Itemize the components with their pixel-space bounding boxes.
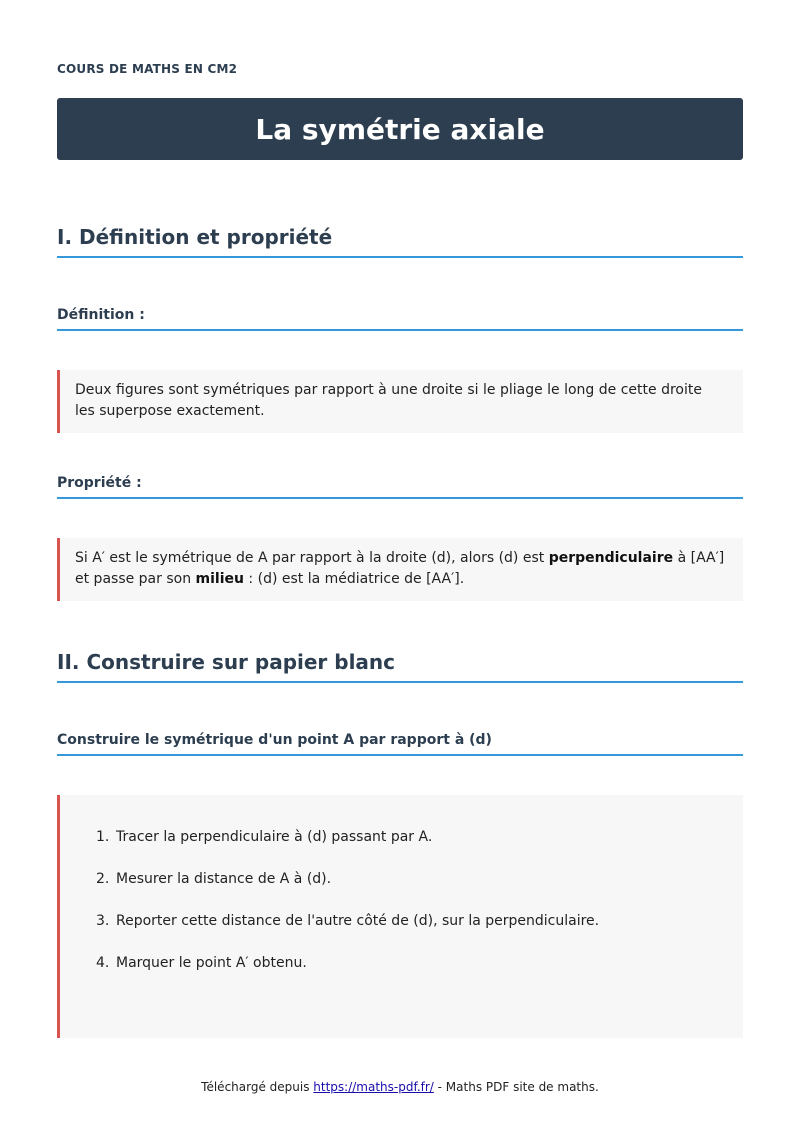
property-text-1: Si A′ est le symétrique de A par rapport à la droite (d), alors (d) est xyxy=(75,550,549,566)
footer-prefix: Téléchargé depuis xyxy=(201,1080,314,1094)
step-item xyxy=(96,912,599,954)
step-text: Reporter cette distance de l'autre côté de (d), sur la perpendiculaire. xyxy=(116,913,600,929)
section-2-heading: II. Construire sur papier blanc xyxy=(57,650,743,683)
step-number: 1. xyxy=(96,829,110,845)
property-text-3: : (d) est la médiatrice de [AA′]. xyxy=(243,571,465,587)
course-label: COURS DE MATHS EN CM2 xyxy=(57,62,238,76)
property-box xyxy=(57,538,743,601)
property-bold-milieu: milieu xyxy=(195,571,244,587)
definition-text: Deux figures sont symétriques par rapport à une droite si le pliage le long de cette droite les superpose exactement. xyxy=(75,382,702,419)
page-title: La symétrie axiale xyxy=(255,112,545,146)
footer-link[interactable]: https://maths-pdf.fr/ xyxy=(313,1080,434,1094)
section-1-heading: I. Définition et propriété xyxy=(57,225,743,258)
step-item xyxy=(96,828,599,870)
footer xyxy=(0,1080,800,1094)
property-heading: Propriété : xyxy=(57,475,743,499)
step-item xyxy=(96,870,599,912)
steps-box xyxy=(57,795,743,1038)
step-number: 4. xyxy=(96,955,110,971)
step-text: Mesurer la distance de A à (d). xyxy=(116,871,332,887)
property-bold-perpendiculaire: perpendiculaire xyxy=(548,550,674,566)
steps-list xyxy=(96,828,599,996)
construction-heading: Construire le symétrique d'un point A par rapport à (d) xyxy=(57,732,743,756)
property-text-2: à [AA′] et passe par son xyxy=(75,550,725,587)
step-text: Marquer le point A′ obtenu. xyxy=(116,955,307,971)
footer-suffix: - Maths PDF site de maths. xyxy=(433,1080,599,1094)
definition-heading: Définition : xyxy=(57,307,743,331)
title-banner xyxy=(57,98,743,160)
step-number: 2. xyxy=(96,871,110,887)
step-number: 3. xyxy=(96,913,110,929)
step-text: Tracer la perpendiculaire à (d) passant par A. xyxy=(116,829,433,845)
definition-box xyxy=(57,370,743,433)
step-item xyxy=(96,954,599,996)
